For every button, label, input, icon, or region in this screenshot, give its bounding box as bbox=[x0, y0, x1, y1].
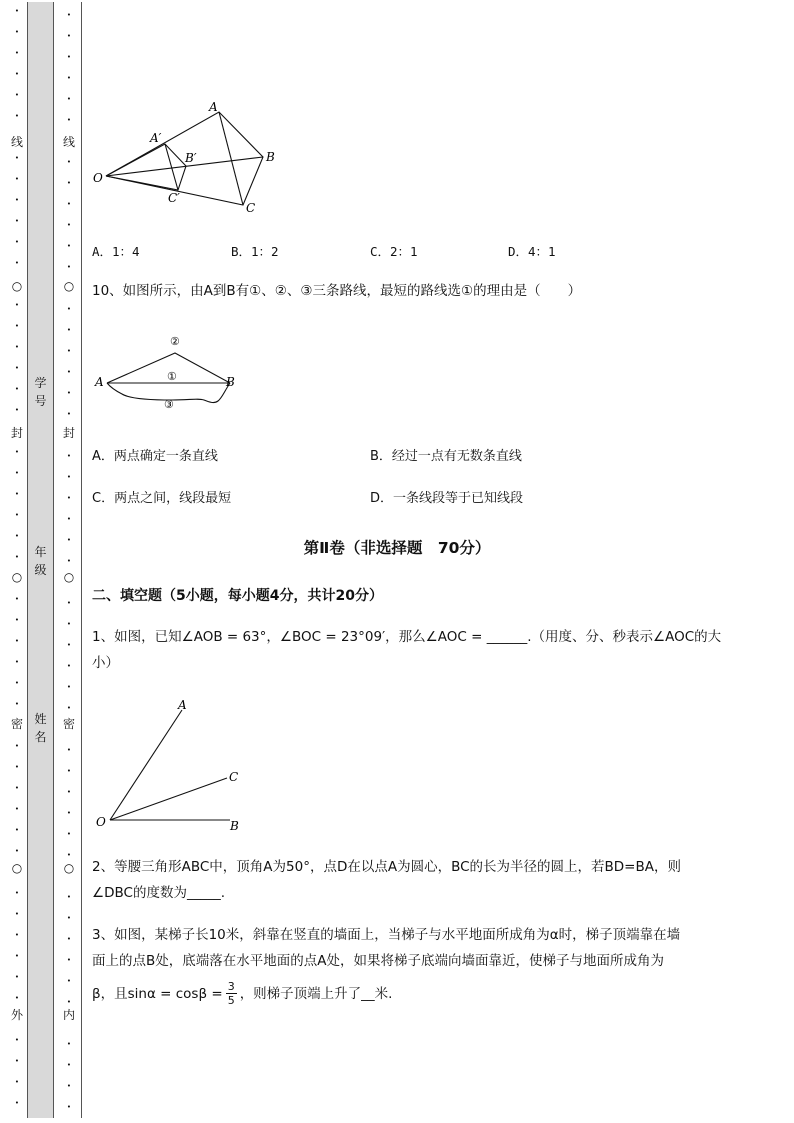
margin-dot: • bbox=[14, 322, 20, 330]
margin-dot: • bbox=[14, 364, 20, 372]
margin-dot: • bbox=[14, 259, 20, 267]
margin-dot: • bbox=[14, 784, 20, 792]
margin-dot: • bbox=[14, 49, 20, 57]
margin-dot: • bbox=[14, 742, 20, 750]
margin-dot: • bbox=[66, 1082, 72, 1090]
margin-dot: • bbox=[66, 914, 72, 922]
fill1-ray-oc bbox=[110, 778, 227, 820]
margin-dot: • bbox=[14, 658, 20, 666]
margin-dot: • bbox=[66, 11, 72, 19]
q10-option-c[interactable]: C．两点之间，线段最短 bbox=[92, 491, 232, 506]
margin-dot: • bbox=[14, 196, 20, 204]
margin-dot: • bbox=[14, 637, 20, 645]
margin-dot: • bbox=[66, 830, 72, 838]
margin-dot: • bbox=[14, 28, 20, 36]
margin-dot: • bbox=[14, 532, 20, 540]
q10-text: 10、如图所示，由A到B有①、②、③三条路线，最短的路线选①的理由是（ ） bbox=[92, 283, 582, 299]
margin-dot: • bbox=[66, 746, 72, 754]
margin-dot: • bbox=[66, 620, 72, 628]
fill3-fraction-num: 3 bbox=[227, 980, 235, 993]
margin-dot: • bbox=[66, 1103, 72, 1111]
fill1-label-a: A bbox=[178, 698, 187, 712]
fill1-ray-oa bbox=[110, 710, 182, 820]
margin-dot: • bbox=[66, 536, 72, 544]
margin-dot: • bbox=[14, 973, 20, 981]
fill2-line1: 2、等腰三角形ABC中，顶角A为50°，点D在以点A为圆心，BC的长为半径的圆上，若BD=BA，则 bbox=[92, 859, 681, 875]
inner-margin-mark: 内 bbox=[58, 1006, 80, 1023]
margin-dot: • bbox=[14, 343, 20, 351]
q9-option-a[interactable]: A．1：4 bbox=[92, 244, 140, 259]
margin-dot: • bbox=[14, 826, 20, 834]
margin-dot: • bbox=[66, 704, 72, 712]
margin-dot: • bbox=[66, 599, 72, 607]
fill3-fraction bbox=[226, 980, 237, 1007]
margin-dot: • bbox=[66, 788, 72, 796]
margin-dot: • bbox=[66, 389, 72, 397]
margin-dot: • bbox=[66, 305, 72, 313]
fill1-label-o: O bbox=[96, 815, 106, 829]
margin-dot: • bbox=[66, 683, 72, 691]
margin-dot: • bbox=[66, 221, 72, 229]
outer-margin-mark: 封 bbox=[8, 424, 26, 441]
inner-margin-column bbox=[58, 0, 80, 1123]
margin-dot: • bbox=[14, 910, 20, 918]
fill3-line3 bbox=[92, 980, 752, 1007]
margin-dot: • bbox=[66, 893, 72, 901]
margin-dot: • bbox=[66, 977, 72, 985]
q9-label-b: B bbox=[266, 150, 275, 164]
outer-margin-mark: ○ bbox=[8, 279, 26, 293]
margin-dot: • bbox=[66, 809, 72, 817]
margin-dot: • bbox=[14, 301, 20, 309]
fill1-figure bbox=[90, 695, 250, 835]
margin-dot: • bbox=[14, 952, 20, 960]
fill3-line3-b: ，则梯子顶端上升了__米. bbox=[239, 985, 393, 1002]
margin-dot: • bbox=[14, 1057, 20, 1065]
margin-dot: • bbox=[14, 490, 20, 498]
margin-dot: • bbox=[14, 448, 20, 456]
margin-dot: • bbox=[66, 32, 72, 40]
margin-dot: • bbox=[66, 452, 72, 460]
margin-dot: • bbox=[66, 998, 72, 1006]
margin-dot: • bbox=[14, 679, 20, 687]
field-name: 姓 名 bbox=[34, 712, 47, 744]
margin-dot: • bbox=[14, 511, 20, 519]
q10-option-b[interactable]: B．经过一点有无数条直线 bbox=[370, 449, 522, 464]
margin-dot: • bbox=[66, 200, 72, 208]
field-grade: 年 级 bbox=[34, 545, 47, 577]
margin-dot: • bbox=[14, 385, 20, 393]
outer-margin-mark: 外 bbox=[8, 1006, 26, 1023]
inner-margin-mark: ○ bbox=[58, 279, 80, 293]
inner-margin-mark: ○ bbox=[58, 861, 80, 875]
part2-title: 第Ⅱ卷（非选择题 70分） bbox=[303, 539, 491, 557]
q10-figure bbox=[90, 330, 250, 415]
margin-dot: • bbox=[66, 641, 72, 649]
inner-margin-mark: ○ bbox=[58, 570, 80, 584]
q10-option-d[interactable]: D．一条线段等于已知线段 bbox=[370, 491, 524, 506]
margin-dot: • bbox=[14, 889, 20, 897]
margin-dot: • bbox=[66, 1040, 72, 1048]
margin-dot: • bbox=[14, 217, 20, 225]
margin-dot: • bbox=[14, 763, 20, 771]
margin-dot: • bbox=[14, 70, 20, 78]
margin-dot: • bbox=[66, 53, 72, 61]
q10-option-a[interactable]: A．两点确定一条直线 bbox=[92, 449, 218, 464]
q9-label-o: O bbox=[93, 171, 103, 185]
q9-label-a: A bbox=[209, 100, 218, 114]
margin-dot: • bbox=[66, 95, 72, 103]
inner-margin-mark: 密 bbox=[58, 715, 80, 732]
margin-dot: • bbox=[14, 931, 20, 939]
q9-option-c[interactable]: C．2：1 bbox=[370, 244, 418, 259]
q9-label-c1: C′ bbox=[168, 191, 180, 205]
margin-dot: • bbox=[66, 557, 72, 565]
margin-dot: • bbox=[66, 494, 72, 502]
margin-dot: • bbox=[14, 1078, 20, 1086]
margin-dot: • bbox=[14, 1036, 20, 1044]
margin-dot: • bbox=[66, 368, 72, 376]
margin-dot: • bbox=[66, 473, 72, 481]
fill1-line2: 小） bbox=[92, 655, 119, 671]
margin-dot: • bbox=[14, 406, 20, 414]
q9-figure bbox=[88, 98, 288, 220]
margin-dot: • bbox=[66, 515, 72, 523]
margin-dot: • bbox=[66, 326, 72, 334]
q9-option-b[interactable]: B．1：2 bbox=[231, 244, 279, 259]
fill1-label-b: B bbox=[230, 819, 239, 833]
q9-label-b1: B′ bbox=[185, 151, 197, 165]
margin-dot: • bbox=[14, 7, 20, 15]
margin-dot: • bbox=[66, 263, 72, 271]
margin-dot: • bbox=[66, 662, 72, 670]
margin-dot: • bbox=[66, 179, 72, 187]
fill1-label-c: C bbox=[229, 770, 239, 784]
margin-dot: • bbox=[14, 805, 20, 813]
outer-margin-mark: ○ bbox=[8, 570, 26, 584]
margin-dot: • bbox=[14, 112, 20, 120]
margin-border bbox=[81, 2, 82, 1118]
margin-dot: • bbox=[14, 91, 20, 99]
fill3-line1: 3、如图，某梯子长10米，斜靠在竖直的墙面上，当梯子与水平地面所成角为α时，梯子顶端靠在墙 bbox=[92, 927, 681, 943]
margin-dot: • bbox=[14, 595, 20, 603]
inner-margin-mark: 线 bbox=[58, 133, 80, 150]
field-student-id: 学 号 bbox=[34, 376, 47, 408]
fill3-line3-a: β，且sinα = cosβ = bbox=[92, 985, 223, 1002]
q9-option-d[interactable]: D．4：1 bbox=[508, 244, 556, 259]
outer-margin-column bbox=[8, 0, 26, 1123]
q10-label-route1: ① bbox=[167, 370, 177, 383]
margin-dot: • bbox=[66, 74, 72, 82]
margin-dot: • bbox=[14, 847, 20, 855]
q9-quad-inner bbox=[106, 144, 186, 190]
fill3-line2: 面上的点B处，底端落在水平地面的点A处，如果将梯子底端向墙面靠近，使梯子与地面所成角为 bbox=[92, 953, 664, 969]
margin-dot: • bbox=[66, 347, 72, 355]
margin-dot: • bbox=[66, 1061, 72, 1069]
q9-label-c: C bbox=[246, 201, 256, 215]
q10-label-b: B bbox=[226, 375, 235, 389]
margin-dot: • bbox=[14, 154, 20, 162]
margin-dot: • bbox=[66, 767, 72, 775]
margin-dot: • bbox=[14, 616, 20, 624]
margin-dot: • bbox=[14, 469, 20, 477]
margin-dot: • bbox=[14, 700, 20, 708]
outer-margin-mark: 密 bbox=[8, 715, 26, 732]
margin-dot: • bbox=[14, 994, 20, 1002]
margin-dot: • bbox=[66, 935, 72, 943]
margin-dot: • bbox=[14, 175, 20, 183]
fill3-fraction-den: 5 bbox=[227, 994, 235, 1007]
outer-margin-mark: 线 bbox=[8, 133, 26, 150]
margin-dot: • bbox=[66, 158, 72, 166]
margin-dot: • bbox=[66, 851, 72, 859]
margin-dot: • bbox=[14, 1099, 20, 1107]
margin-dot: • bbox=[14, 553, 20, 561]
margin-dot: • bbox=[66, 242, 72, 250]
margin-dot: • bbox=[66, 116, 72, 124]
outer-margin-mark: ○ bbox=[8, 861, 26, 875]
fill2-line2: ∠DBC的度数为_____. bbox=[92, 885, 225, 901]
fill1-line1: 1、如图，已知∠AOB = 63°，∠BOC = 23°09′，那么∠AOC = ______.（用度、分、秒表示∠AOC的大 bbox=[92, 629, 722, 645]
q10-label-route3: ③ bbox=[164, 398, 174, 411]
margin-dot: • bbox=[66, 410, 72, 418]
q10-label-route2: ② bbox=[170, 335, 180, 348]
inner-margin-mark: 封 bbox=[58, 424, 80, 441]
q9-diag-ac bbox=[219, 112, 243, 205]
q10-label-a: A bbox=[95, 375, 104, 389]
section2-title: 二、填空题（5小题，每小题4分，共计20分） bbox=[92, 588, 383, 604]
margin-dot: • bbox=[14, 238, 20, 246]
margin-dot: • bbox=[66, 956, 72, 964]
q9-label-a1: A′ bbox=[150, 131, 162, 145]
